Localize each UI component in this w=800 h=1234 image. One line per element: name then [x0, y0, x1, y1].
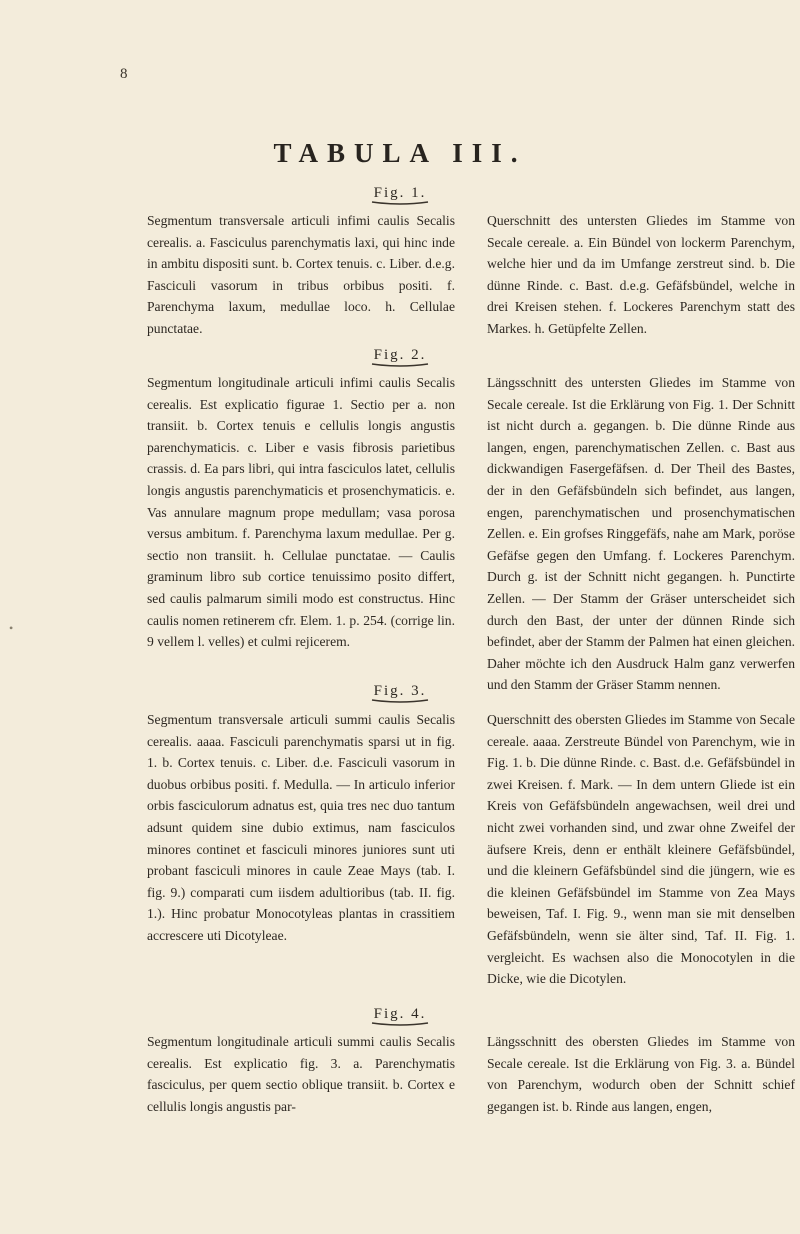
- german-text-fig-4: [487, 1031, 795, 1117]
- figure-label: Fig. 3.: [373, 683, 427, 699]
- german-text-fig-2: [487, 372, 795, 696]
- latin-paragraph: Segmentum transversale articuli summi caulis Secalis cerealis. aaaa. Fasciculi parenchymatis sparsi ut in fig. 1. b. Cortex tenuis. c. Liber. d.e. Fasciculi vasorum in duobus orbibus positi. f. Medulla. — In articulo inferior orbis fasciculorum adnatus est, quia tres nec duo tantum adsunt quidem sine dubio extimus, nam fasciculos minores continet et fasciculi minores juniores sunt uti probant fasciculi minores in caule Zeae Mays (tab. I. fig. 9.) comparati cum iisdem adultioribus (tab. II. fig. 1.). Hinc probatur Monocotyleas plantas in crassitiem accrescere uti Dicotyleae.: [147, 712, 455, 943]
- figure-heading-2: [0, 347, 800, 367]
- latin-text-fig-2: [147, 372, 455, 653]
- figure-heading-4: [0, 1006, 800, 1026]
- german-paragraph: Querschnitt des untersten Gliedes im Stamme von Secale cereale. a. Ein Bündel von lockerm Parenchym, welche hier und da im Umfange zerstreut sind. b. Die dünne Rinde. c. Bast. d.e.g. Gefäfsbündel, welche in drei Kreisen stehen. f. Lockeres Parenchym statt des Markes. h. Getüpfelte Zellen.: [487, 213, 795, 336]
- german-paragraph: Längsschnitt des untersten Gliedes im Stamme von Secale cereale. Ist die Erklärung von Fig. 1. Der Schnitt ist nicht durch a. gegangen. b. Die dünne Rinde aus langen, engen, parenchymatischen Zellen. c. Bast aus dickwandigen Fasergefäfsen. d. Der Theil des Bastes, der in den Gefäfsbündeln sich befindet, aus langen, engen, parenchymatischen und prosenchymatischen Zellen. e. Ein grofses Ringgefäfs, nahe am Mark, poröse Gefäfse gegen den Umfang. f. Lockeres Parenchym. Durch g. ist der Schnitt nicht gegangen. h. Punctirte Zellen. — Der Stamm der Gräser unterscheidet sich durch den Bast, der unter der dünnen Rinde sich befindet, aber der Stamm der Palmen hat einen gleichen. Daher möchte ich den Ausdruck Halm ganz verwerfen und den Stamm der Gräser Stamm nennen.: [487, 375, 796, 693]
- latin-text-fig-1: [147, 210, 455, 340]
- german-paragraph: Querschnitt des obersten Gliedes im Stamme von Secale cereale. aaaa. Zerstreute Bündel von Parenchym, wie in Fig. 1. b. Die dünne Rinde. c. Bast. d.e. Gefäfsbündel in zwei Kreisen. f. Mark. — In dem untern Gliede ist ein Kreis von Gefäfsbündeln angewachsen, weil drei und nicht zwei vorhanden sind, und zwar ohne Zweifel der äufsere Kreis, denn er enthält kleinere Gefäfsbündel, und die kleinern Gefäfsbündel sind die jüngern, wie es die kleinen Gefäfsbündel im Stamme von Zea Mays beweisen, Taf. I. Fig. 9., wenn man sie mit denselben Gefäfsbündeln, wenn sie älter sind, Taf. II. Fig. 1. vergleicht. Es wachsen also die Monocotylen in die Dicke, wie die Dicotylen.: [487, 712, 795, 987]
- margin-mark: •: [9, 621, 14, 635]
- figure-label: Fig. 2.: [373, 347, 427, 363]
- figure-label: Fig. 1.: [373, 185, 427, 201]
- figure-label: Fig. 4.: [373, 1006, 427, 1022]
- german-text-fig-1: [487, 210, 795, 340]
- figure-heading-3: [0, 683, 800, 703]
- latin-paragraph: Segmentum longitudinale articuli infimi caulis Secalis cerealis. Est explicatio figurae 1. Sectio per a. non transiit. b. Cortex tenuis e cellulis longis angustis parenchymaticis. c. Liber e vasis fibrosis parietibus crassis. d. Ea pars libri, qui intra fasciculos latet, cellulis longis angustis parenchymaticis et prosenchymaticis. e. Vas annulare magnum prope medullam; vasa porosa versus ambitum. f. Parenchyma laxum medullae. Per g. sectio non transiit. h. Cellulae punctatae. — Caulis graminum libro sub cortice tenuissimo posito differt, sed caulis palmarum simili modo est constructus. Hinc caulis nomen retinerem cfr. Elem. 1. p. 254. (corrige lin. 9 vellem l. velles) et culmi rejicerem.: [147, 375, 455, 650]
- plate-title: TABULA III.: [273, 138, 527, 168]
- german-text-fig-3: [487, 709, 795, 990]
- latin-paragraph: Segmentum longitudinale articuli summi caulis Secalis cerealis. Est explicatio fig. 3. a. Parenchymatis fasciculus, per quem sectio oblique transiit. b. Cortex e cellulis longis angustis par-: [147, 1034, 455, 1114]
- latin-text-fig-4: [147, 1031, 455, 1117]
- german-paragraph: Längsschnitt des obersten Gliedes im Stamme von Secale cereale. Ist die Erklärung von Fig. 3. a. Bündel von Parenchym, wodurch oben der Schnitt schief gegangen ist. b. Rinde aus langen, engen,: [487, 1034, 795, 1114]
- page-number: 8: [120, 66, 128, 82]
- latin-text-fig-3: [147, 709, 455, 947]
- figure-heading-1: [0, 185, 800, 205]
- latin-paragraph: Segmentum transversale articuli infimi caulis Secalis cerealis. a. Fasciculus parenchymatis laxi, qui hinc inde in ambitu dispositi sunt. b. Cortex tenuis. c. Liber. d.e.g. Fasciculi vasorum in tribus orbibus positi. f. Parenchyma laxum, medullae loco. h. Cellulae punctatae.: [147, 213, 455, 336]
